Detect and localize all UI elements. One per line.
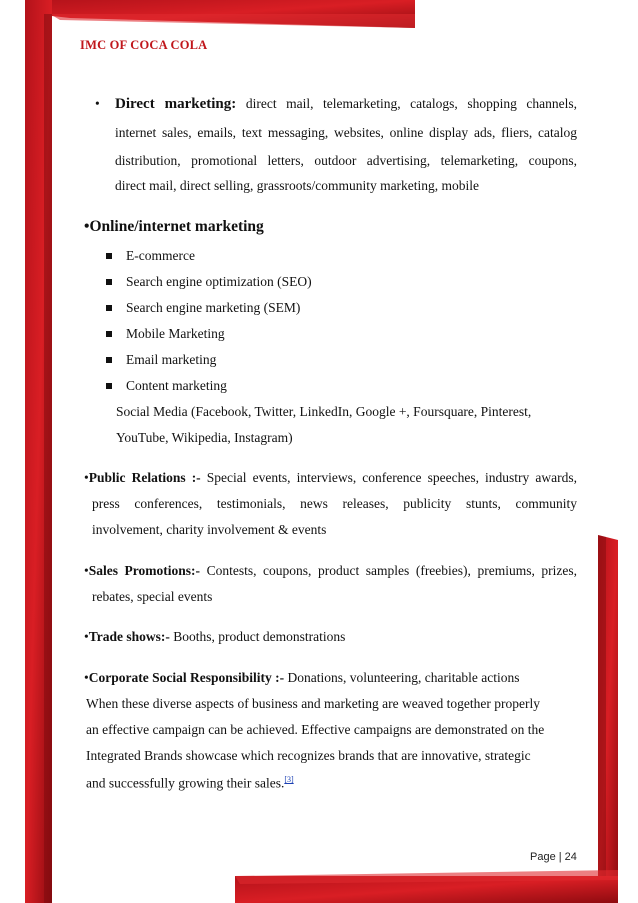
sales-promotions-label: Sales Promotions:-	[88, 563, 201, 578]
direct-marketing-text: direct mail, telemarketing, catalogs, shopping channels,	[245, 96, 577, 111]
public-relations-line-2: press conferences, testimonials, news releases, publicity stunts, community	[92, 496, 577, 511]
sales-promotions-line-2: rebates, special events	[92, 589, 213, 604]
list-item: Search engine optimization (SEO)	[106, 274, 312, 290]
csr-line: •Corporate Social Responsibility :- Donations, volunteering, charitable actions	[84, 670, 520, 685]
bullet-dot: •	[84, 470, 89, 485]
public-relations-line-3: involvement, charity involvement & events	[92, 522, 327, 537]
direct-marketing-label: Direct marketing:	[115, 96, 237, 112]
bullet-dot: •	[84, 670, 89, 685]
public-relations-label: Public Relations :-	[88, 470, 201, 485]
direct-marketing-line-2: internet sales, emails, text messaging, websites, online display ads, fliers, catalog	[115, 125, 577, 140]
list-item: Mobile Marketing	[106, 326, 225, 342]
bullet-dot: •	[84, 629, 89, 644]
bullet-dot: •	[84, 563, 89, 578]
public-relations-line-1: •Public Relations :- Special events, interviews, conference speeches, industry awards,	[84, 470, 577, 485]
online-marketing-heading: •Online/internet marketing	[84, 218, 264, 235]
list-item: Email marketing	[106, 352, 216, 368]
bullet-dot: •	[95, 96, 100, 111]
list-item: Search engine marketing (SEM)	[106, 300, 300, 316]
trade-shows-line: •Trade shows:- Booths, product demonstrations	[84, 629, 346, 644]
social-media-line-1: Social Media (Facebook, Twitter, LinkedIn, Google +, Foursquare, Pinterest,	[116, 404, 532, 419]
paragraph-line-4: and successfully growing their sales.[3]	[86, 775, 294, 791]
square-bullet-icon	[106, 305, 112, 311]
bullet-dot: •	[84, 218, 90, 235]
square-bullet-icon	[106, 331, 112, 337]
square-bullet-icon	[106, 357, 112, 363]
citation-link[interactable]: [3]	[284, 775, 294, 784]
page-number: Page | 24	[530, 851, 577, 863]
document-header-title: IMC OF COCA COLA	[80, 38, 208, 52]
direct-marketing-line-4: direct mail, direct selling, grassroots/community marketing, mobile	[115, 178, 480, 193]
sales-promotions-line-1: •Sales Promotions:- Contests, coupons, product samples (freebies), premiums, prizes,	[84, 563, 578, 578]
paragraph-line-3: Integrated Brands showcase which recognizes brands that are innovative, strategic	[86, 748, 531, 763]
direct-marketing-line-1	[95, 96, 577, 113]
list-item: Content marketing	[106, 378, 227, 394]
paragraph-line-1: When these diverse aspects of business and marketing are weaved together properly	[86, 696, 540, 711]
square-bullet-icon	[106, 383, 112, 389]
square-bullet-icon	[106, 279, 112, 285]
paragraph-line-2: an effective campaign can be achieved. Effective campaigns are demonstrated on the	[86, 722, 545, 737]
list-item: E-commerce	[106, 248, 195, 264]
square-bullet-icon	[106, 253, 112, 259]
direct-marketing-line-3: distribution, promotional letters, outdoor advertising, telemarketing, coupons,	[115, 153, 577, 168]
csr-label: Corporate Social Responsibility :-	[88, 670, 285, 685]
trade-shows-label: Trade shows:-	[88, 629, 170, 644]
social-media-line-2: YouTube, Wikipedia, Instagram)	[116, 430, 293, 445]
